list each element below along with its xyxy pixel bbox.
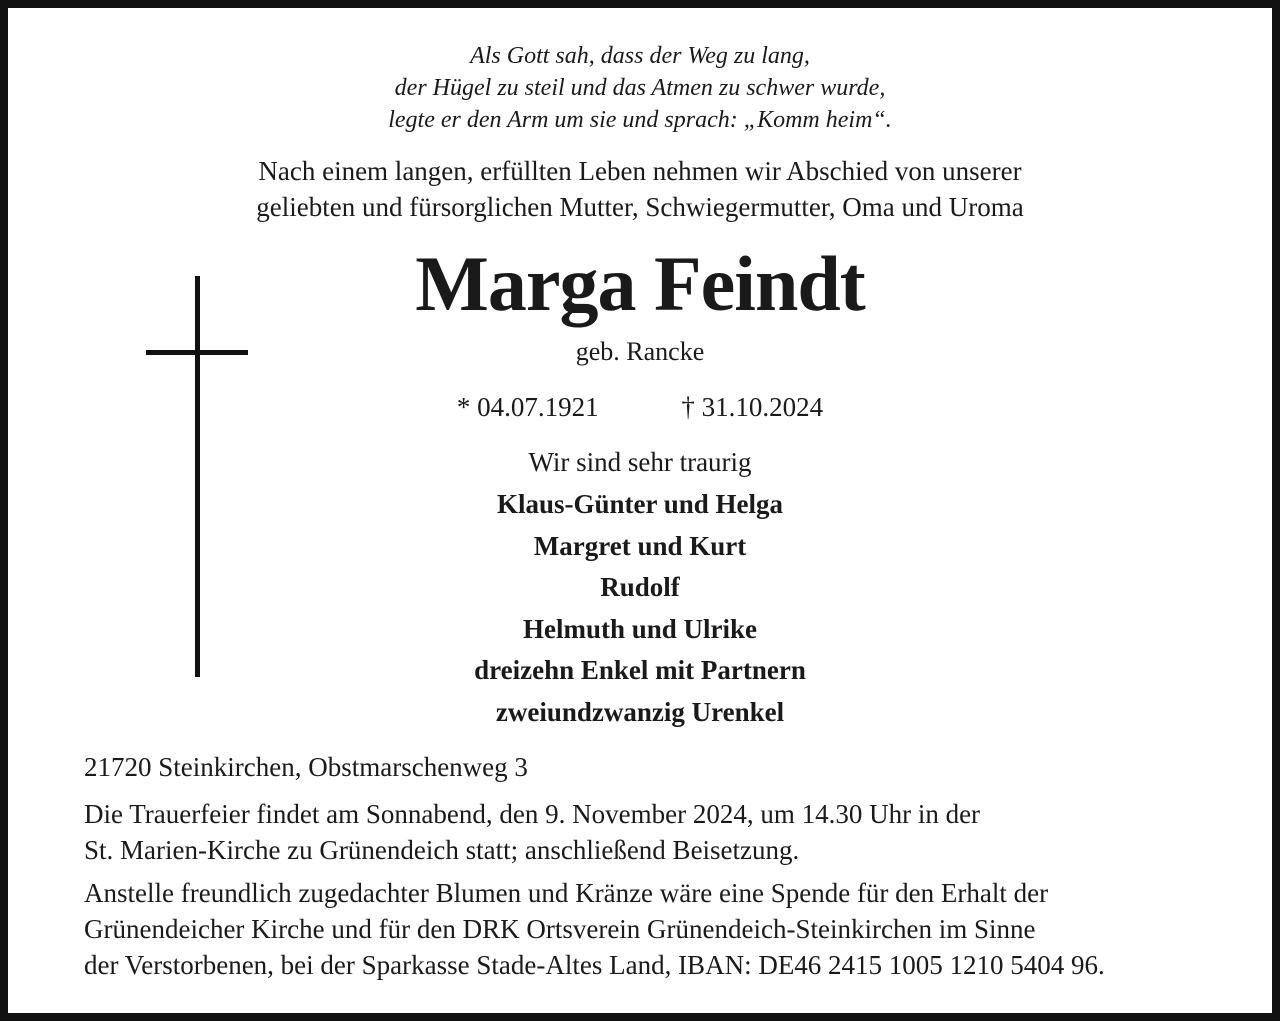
mourner-line: Rudolf bbox=[600, 572, 680, 602]
deceased-name: Marga Feindt bbox=[415, 240, 865, 327]
mourners-block bbox=[0, 442, 1280, 733]
intro-line: geliebten und fürsorglichen Mutter, Schwiegermutter, Oma und Uroma bbox=[256, 192, 1024, 222]
donation-line: der Verstorbenen, bei der Sparkasse Stade-Altes Land, IBAN: DE46 2415 1005 1210 5404 96. bbox=[84, 950, 1105, 980]
address: 21720 Steinkirchen, Obstmarschenweg 3 bbox=[84, 752, 528, 782]
mourner-line: Klaus-Günter und Helga bbox=[496, 489, 784, 519]
service-info bbox=[84, 796, 1214, 868]
verse-line: Als Gott sah, dass der Weg zu lang, bbox=[470, 43, 810, 69]
intro-text bbox=[0, 153, 1280, 225]
life-dates bbox=[0, 389, 1280, 425]
death-date: † 31.10.2024 bbox=[681, 392, 824, 422]
verse bbox=[0, 40, 1280, 136]
service-line: Die Trauerfeier findet am Sonnabend, den 9. November 2024, um 14.30 Uhr in der bbox=[84, 799, 981, 829]
mourner-line: zweiundzwanzig Urenkel bbox=[495, 696, 785, 727]
mourner-line: Margret und Kurt bbox=[533, 530, 747, 561]
verse-line: legte er den Arm um sie und sprach: „Komm heim“. bbox=[388, 107, 892, 133]
donation-line: Anstelle freundlich zugedachter Blumen und Kränze wäre eine Spende für den Erhalt der bbox=[84, 878, 1049, 908]
service-line: St. Marien-Kirche zu Grünendeich statt; anschließend Beisetzung. bbox=[84, 835, 800, 865]
birth-date: * 04.07.1921 bbox=[456, 392, 599, 422]
mourner-line: Helmuth und Ulrike bbox=[522, 613, 758, 644]
donation-info bbox=[84, 875, 1214, 983]
mourners-lead: Wir sind sehr traurig bbox=[528, 447, 752, 477]
donation-line: Grünendeicher Kirche und für den DRK Ortsverein Grünendeich-Steinkirchen im Sinne bbox=[84, 914, 1036, 944]
intro-line: Nach einem langen, erfüllten Leben nehmen wir Abschied von unserer bbox=[258, 156, 1022, 186]
verse-line: der Hügel zu steil und das Atmen zu schwer wurde, bbox=[394, 75, 886, 101]
mourner-line: dreizehn Enkel mit Partnern bbox=[474, 655, 806, 685]
birth-name: geb. Rancke bbox=[575, 337, 705, 366]
